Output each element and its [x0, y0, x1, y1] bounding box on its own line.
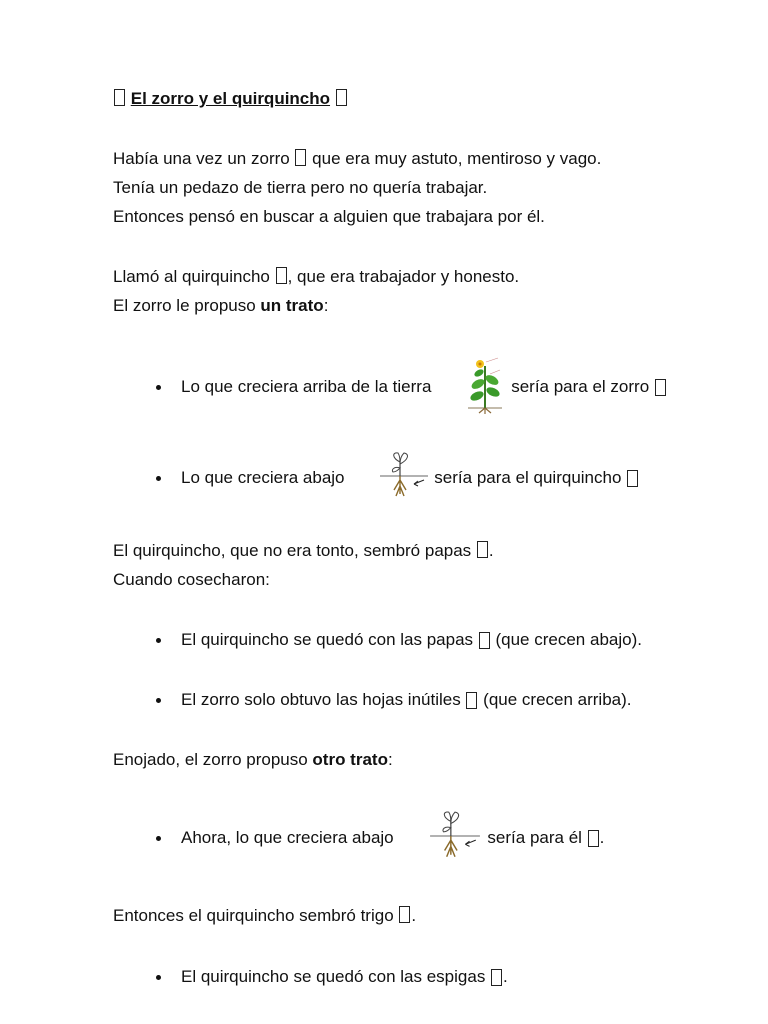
missing-glyph-box: [477, 541, 488, 558]
text-segment: , que era trabajador y honesto.: [287, 267, 520, 286]
text-segment: .: [599, 828, 605, 847]
text-segment: .: [503, 967, 508, 986]
plant-roots-icon: [398, 789, 482, 888]
document-title: [113, 89, 348, 109]
paragraph-line: [113, 541, 494, 561]
text-segment: Había una vez un zorro: [113, 149, 295, 168]
missing-glyph-box: [627, 470, 638, 487]
text-segment: (que crecen arriba).: [478, 690, 632, 709]
text-segment: Entonces el quirquincho sembró trigo: [113, 906, 399, 925]
bullet-icon: [156, 698, 161, 703]
missing-glyph-box: [466, 692, 477, 709]
paragraph-line: [113, 267, 519, 287]
paragraph-line: Cuando cosecharon:: [113, 570, 270, 589]
text-segment: Enojado, el zorro propuso: [113, 750, 313, 769]
text-segment: El quirquincho se quedó con las papas: [181, 630, 478, 649]
text-segment: sería para el quirquincho: [429, 468, 627, 487]
missing-glyph-box: [295, 149, 306, 166]
text-segment: El quirquincho se quedó con las espigas: [181, 967, 491, 986]
paragraph-line: [113, 906, 416, 926]
plant-roots-icon: [349, 430, 429, 527]
list-item: [156, 967, 508, 987]
missing-glyph-box: [491, 969, 502, 986]
text-segment: que era muy astuto, mentiroso y vago.: [307, 149, 602, 168]
bullet-icon: [156, 975, 161, 980]
list-item: [156, 356, 667, 418]
bullet-icon: [156, 476, 161, 481]
text-segment: sería para el zorro: [506, 377, 654, 396]
title-text: El zorro y el quirquincho: [130, 89, 331, 108]
text-segment: .: [488, 541, 494, 560]
text-segment: El quirquincho, que no era tonto, sembró papas: [113, 541, 476, 560]
paragraph-line: [113, 149, 601, 169]
list-item: [156, 810, 604, 866]
missing-glyph-box: [276, 267, 287, 284]
bold-text: un trato: [260, 296, 324, 315]
text-segment: Lo que creciera arriba de la tierra: [181, 377, 437, 396]
text-segment: :: [323, 296, 329, 315]
missing-glyph-box: [336, 89, 347, 106]
list-item: [156, 690, 632, 710]
missing-glyph-box: [399, 906, 410, 923]
flowering-plant-icon: [436, 336, 506, 439]
text-segment: (que crecen abajo).: [490, 630, 642, 649]
text-segment: Llamó al quirquincho: [113, 267, 275, 286]
paragraph-line: Tenía un pedazo de tierra pero no quería trabajar.: [113, 178, 488, 197]
text-segment: sería para él: [482, 828, 587, 847]
text-segment: .: [411, 906, 417, 925]
paragraph-line: Entonces pensó en buscar a alguien que trabajara por él.: [113, 207, 545, 226]
paragraph-line: [113, 296, 328, 316]
missing-glyph-box: [114, 89, 125, 106]
text-segment: El zorro solo obtuvo las hojas inútiles: [181, 690, 466, 709]
bullet-icon: [156, 836, 161, 841]
bullet-icon: [156, 385, 161, 390]
list-item: [156, 450, 639, 506]
paragraph-line: [113, 750, 393, 770]
text-segment: El zorro le propuso: [113, 296, 261, 315]
missing-glyph-box: [588, 830, 599, 847]
bold-text: otro trato: [312, 750, 388, 769]
list-item: [156, 630, 642, 650]
text-segment: :: [387, 750, 393, 769]
missing-glyph-box: [655, 379, 666, 396]
bullet-icon: [156, 638, 161, 643]
text-segment: Lo que creciera abajo: [181, 468, 350, 487]
text-segment: Ahora, lo que creciera abajo: [181, 828, 399, 847]
missing-glyph-box: [479, 632, 490, 649]
